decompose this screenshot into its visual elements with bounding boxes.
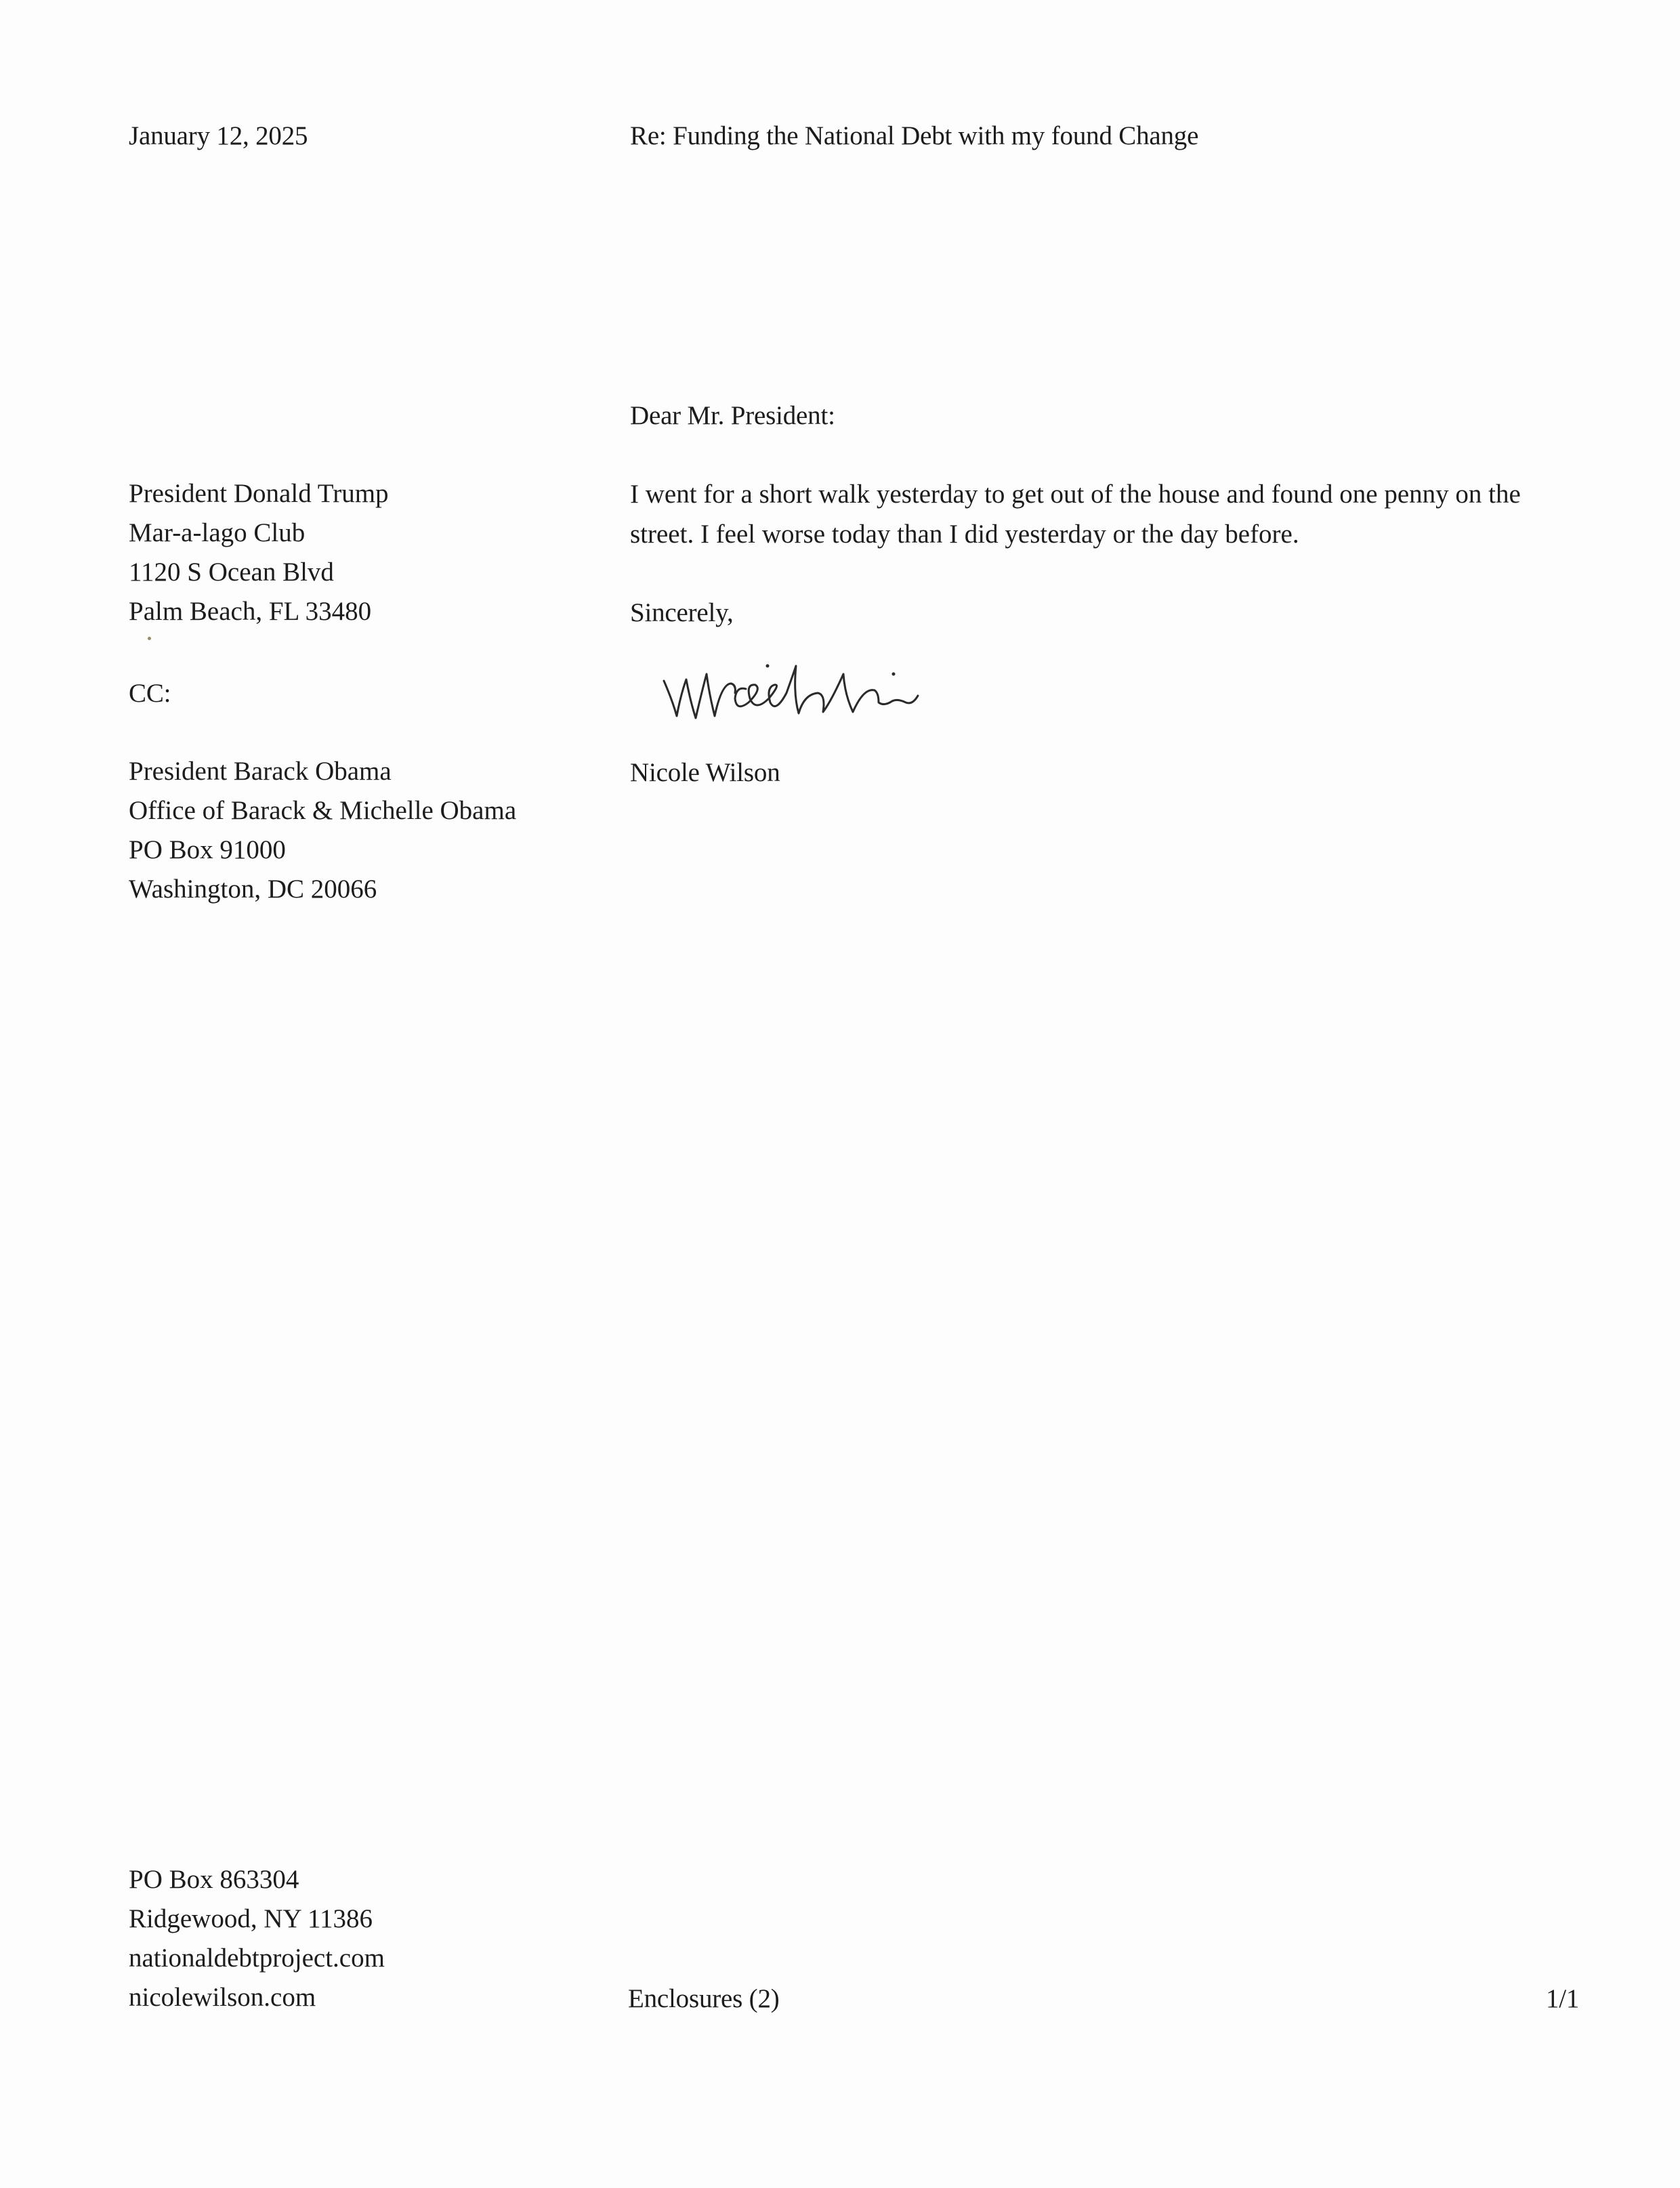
cc-recipient-address bbox=[129, 752, 516, 909]
recipient-line: 1120 S Ocean Blvd bbox=[129, 557, 334, 587]
handwritten-signature bbox=[660, 654, 1013, 735]
letter-body bbox=[630, 474, 1680, 554]
cc-line: President Barack Obama bbox=[129, 757, 392, 786]
sender-line: PO Box 863304 bbox=[129, 1865, 299, 1894]
cc-line: PO Box 91000 bbox=[129, 835, 286, 864]
sender-address bbox=[129, 1860, 385, 2017]
letter-subject: Re: Funding the National Debt with my found Change bbox=[630, 121, 1199, 150]
enclosures-note: Enclosures (2) bbox=[628, 1984, 780, 2013]
cc-label: CC: bbox=[129, 679, 171, 708]
cc-line: Office of Barack & Michelle Obama bbox=[129, 796, 517, 825]
body-line: street. I feel worse today than I did yesterday or the day before. bbox=[630, 520, 1299, 549]
recipient-line: President Donald Trump bbox=[129, 479, 389, 508]
recipient-address bbox=[129, 474, 389, 631]
recipient-line: Palm Beach, FL 33480 bbox=[129, 597, 372, 626]
page-number: 1/1 bbox=[1546, 1984, 1580, 2013]
cc-line: Washington, DC 20066 bbox=[129, 875, 377, 904]
letter-date: January 12, 2025 bbox=[129, 121, 308, 150]
sender-website: nationaldebtproject.com bbox=[129, 1943, 385, 1973]
body-line: I went for a short walk yesterday to get out of the house and found one penny on the bbox=[630, 480, 1521, 509]
closing: Sincerely, bbox=[630, 598, 734, 627]
signer-name: Nicole Wilson bbox=[630, 758, 780, 787]
sender-website: nicolewilson.com bbox=[129, 1983, 316, 2012]
recipient-line: Mar-a-lago Club bbox=[129, 518, 306, 547]
paper-speck bbox=[148, 637, 151, 640]
salutation: Dear Mr. President: bbox=[630, 401, 835, 430]
sender-line: Ridgewood, NY 11386 bbox=[129, 1904, 373, 1933]
